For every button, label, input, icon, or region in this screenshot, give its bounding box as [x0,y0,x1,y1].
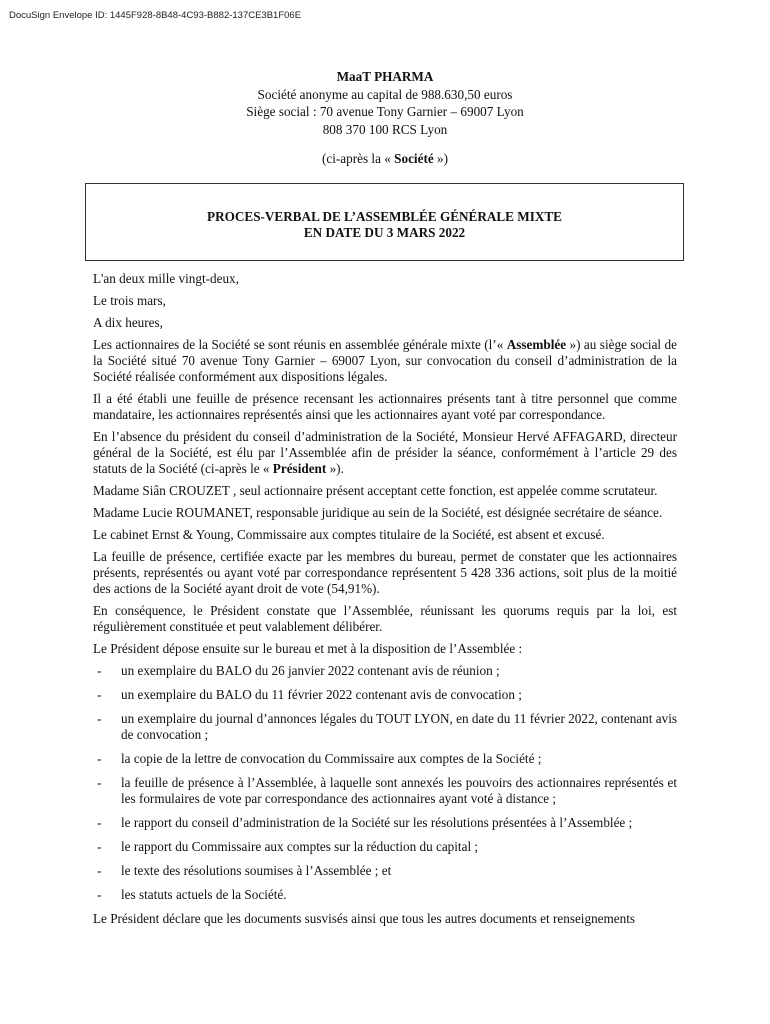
list-item-text: le rapport du Commissaire aux comptes sur la réduction du capital ; [121,839,479,854]
company-rcs: 808 370 100 RCS Lyon [322,121,448,137]
ref-text-bold: Société [394,151,434,166]
document-body [93,271,677,933]
list-item [93,863,677,879]
p4-part-b: ») au siège social de la Société situé 70 avenue Tony Garnier – 69007 Lyon, sur convocation du conseil d’administration de la Société réalisée conformément aux dispositions légales. [93,337,677,384]
paragraph-hour: A dix heures, [93,315,163,330]
p6-part-b: »). [326,461,344,476]
paragraph-scrutineer: Madame Siân CROUZET , seul actionnaire présent acceptant cette fonction, est appelée comme scrutateur. [93,483,658,498]
list-dash: - [97,663,102,678]
paragraph-president [93,429,677,477]
p4-part-a: Les actionnaires de la Société se sont réunis en assemblée générale mixte (l’« [93,337,507,352]
paragraph-secretary: Madame Lucie ROUMANET, responsable juridique au sein de la Société, est désignée secrétaire de séance. [93,505,663,520]
list-item [93,751,677,767]
p6-part-a: En l’absence du président du conseil d’administration de la Société, Monsieur Hervé AFFAGARD, directeur général de la Société, est élu par l’Assemblée afin de présider la séance, conformément à l’article 29 des statuts de la Société (ci-après le « [93,429,677,476]
document-title-box [85,183,684,261]
list-item-text: les statuts actuels de la Société. [121,887,287,902]
list-item [93,887,677,903]
list-item [93,687,677,703]
company-reference [0,150,770,168]
list-dash: - [97,839,102,854]
p6-bold: Président [272,461,327,476]
list-item-text: le texte des résolutions soumises à l’Assemblée ; et [121,863,392,878]
p4-bold: Assemblée [506,337,567,352]
list-item [93,775,677,807]
company-header [0,68,770,168]
title-line-1: PROCES-VERBAL DE L’ASSEMBLÉE GÉNÉRALE MIXTE [207,209,562,224]
ref-text-after: ») [433,151,448,166]
documents-list [93,663,677,903]
list-item-text: un exemplaire du BALO du 26 janvier 2022 contenant avis de réunion ; [121,663,500,678]
list-item [93,711,677,743]
company-address: Siège social : 70 avenue Tony Garnier – 69007 Lyon [246,104,524,119]
paragraph-auditor: Le cabinet Ernst & Young, Commissaire aux comptes titulaire de la Société, est absent et excusé. [93,527,605,542]
list-item-text: la copie de la lettre de convocation du Commissaire aux comptes de la Société ; [121,751,542,766]
list-item-text: la feuille de présence à l’Assemblée, à laquelle sont annexés les pouvoirs des actionnaires représentés et les formulaires de vote par correspondance des actionnaires ayant voté à distance ; [121,775,677,806]
ref-text-before: (ci-après la « [322,151,395,166]
list-dash: - [97,711,102,726]
list-item-text: un exemplaire du BALO du 11 février 2022 contenant avis de convocation ; [121,687,522,702]
paragraph-documents-intro: Le Président dépose ensuite sur le bureau et met à la disposition de l’Assemblée : [93,641,523,656]
docusign-envelope-id: DocuSign Envelope ID: 1445F928-8B48-4C93-B882-137CE3B1F06E [9,10,302,21]
paragraph-attendance: Il a été établi une feuille de présence recensant les actionnaires présents tant à titre personnel que comme mandataire, les actionnaires représentés ainsi que les actionnaires ayant voté par correspondance. [93,391,677,422]
paragraph-declaration: Le Président déclare que les documents susvisés ainsi que tous les autres documents et renseignements [93,911,636,926]
paragraph-meeting [93,337,677,385]
company-name: MaaT PHARMA [336,69,434,84]
list-item [93,839,677,855]
title-line-2: EN DATE DU 3 MARS 2022 [303,225,466,240]
paragraph-quorum-valid: En conséquence, le Président constate que l’Assemblée, réunissant les quorums requis par la loi, est régulièrement constituée et peut valablement délibérer. [93,603,677,634]
company-capital: Société anonyme au capital de 988.630,50 euros [257,86,513,102]
list-item [93,663,677,679]
paragraph-day: Le trois mars, [93,293,166,308]
list-item [93,815,677,831]
list-dash: - [97,863,102,878]
list-dash: - [97,687,102,702]
list-dash: - [97,815,102,830]
paragraph-year: L'an deux mille vingt-deux, [93,271,239,286]
list-dash: - [97,887,102,902]
list-dash: - [97,751,102,766]
paragraph-quorum-count: La feuille de présence, certifiée exacte par les membres du bureau, permet de constater que les actionnaires présents, représentés ou ayant voté par correspondance représentent 5 428 336 actions, soit plus de la moitié des actions de la Société ayant droit de vote (54,91%). [93,549,677,596]
list-dash: - [97,775,102,790]
list-item-text: un exemplaire du journal d’annonces légales du TOUT LYON, en date du 11 février 2022, contenant avis de convocation ; [121,711,677,742]
list-item-text: le rapport du conseil d’administration de la Société sur les résolutions présentées à l’Assemblée ; [121,815,633,830]
